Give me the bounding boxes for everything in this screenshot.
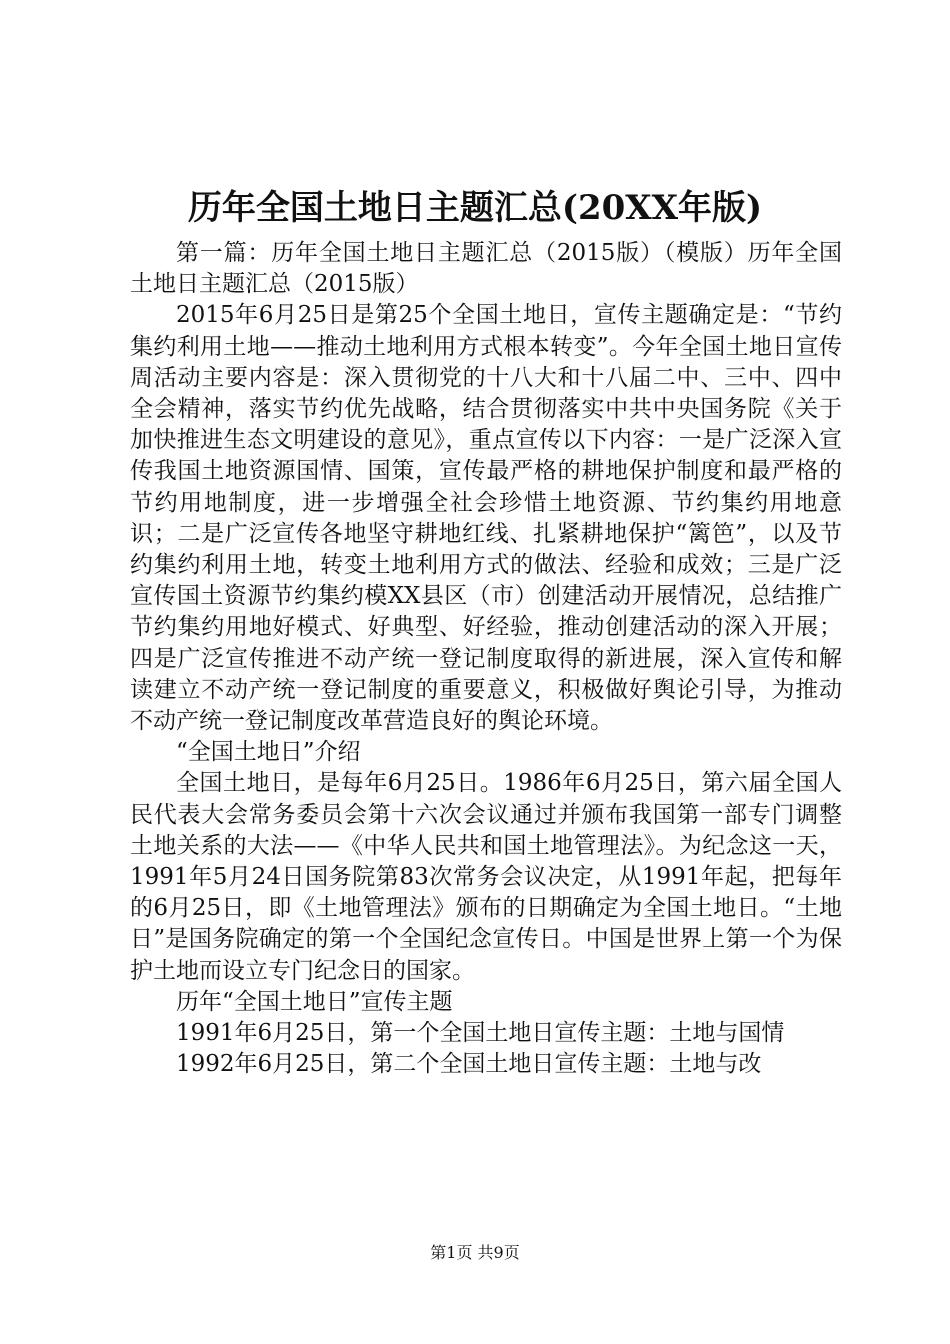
paragraph: 1991年6月25日，第一个全国土地日宣传主题：土地与国情 [176,1020,785,1047]
paragraph: “全国土地日”介绍 [176,739,361,766]
paragraph: 全国土地日，是每年6月25日。1986年6月25日，第六届全国人民代表大会常务委员会第十六次会议通过并颁布我国第一部专门调整土地关系的大法——《中华人民共和国土地管理法》。为纪念这一天，1991年5月24日国务院第83次常务会议决定，从1991年起，把每年的6月25日，即《土地管理法》颁布的日期确定为全国土地日。“土地日”是国务院确定的第一个全国纪念宣传日。中国是世界上第一个为保护土地而设立专门纪念日的国家。 [130,770,842,984]
paragraph: 2015年6月25日是第25个全国土地日，宣传主题确定是：“节约集约利用土地——推动土地利用方式根本转变”。今年全国土地日宣传周活动主要内容是：深入贯彻党的十八大和十八届二中、三中、四中全会精神，落实节约优先战略，结合贯彻落实中共中央国务院《关于加快推进生态文明建设的意见》，重点宣传以下内容：一是广泛深入宣传我国土地资源国情、国策，宣传最严格的耕地保护制度和最严格的节约用地制度，进一步增强全社会珍惜土地资源、节约集约用地意识；二是广泛宣传各地坚守耕地红线、扎紧耕地保护“篱笆”，以及节约集约利用土地，转变土地利用方式的做法、经验和成效；三是广泛宣传国土资源节约集约模XX县区（市）创建活动开展情况，总结推广节约集约用地好模式、好典型、好经验，推动创建活动的深入开展；四是广泛宣传推进不动产统一登记制度取得的新进展，深入宣传和解读建立不动产统一登记制度的重要意义，积极做好舆论引导，为推动不动产统一登记制度改革营造良好的舆论环境。 [130,302,842,735]
page-footer: 第1页 共9页 [430,1243,520,1262]
paragraph: 第一篇：历年全国土地日主题汇总（2015版）（模版）历年全国土地日主题汇总（2015版） [130,240,842,298]
paragraph: 历年“全国土地日”宣传主题 [176,988,453,1015]
paragraph: 1992年6月25日，第二个全国土地日宣传主题：土地与改 [176,1051,762,1078]
document-body [130,238,842,1080]
document-title: 历年全国土地日主题汇总(20XX年版) [187,188,763,228]
